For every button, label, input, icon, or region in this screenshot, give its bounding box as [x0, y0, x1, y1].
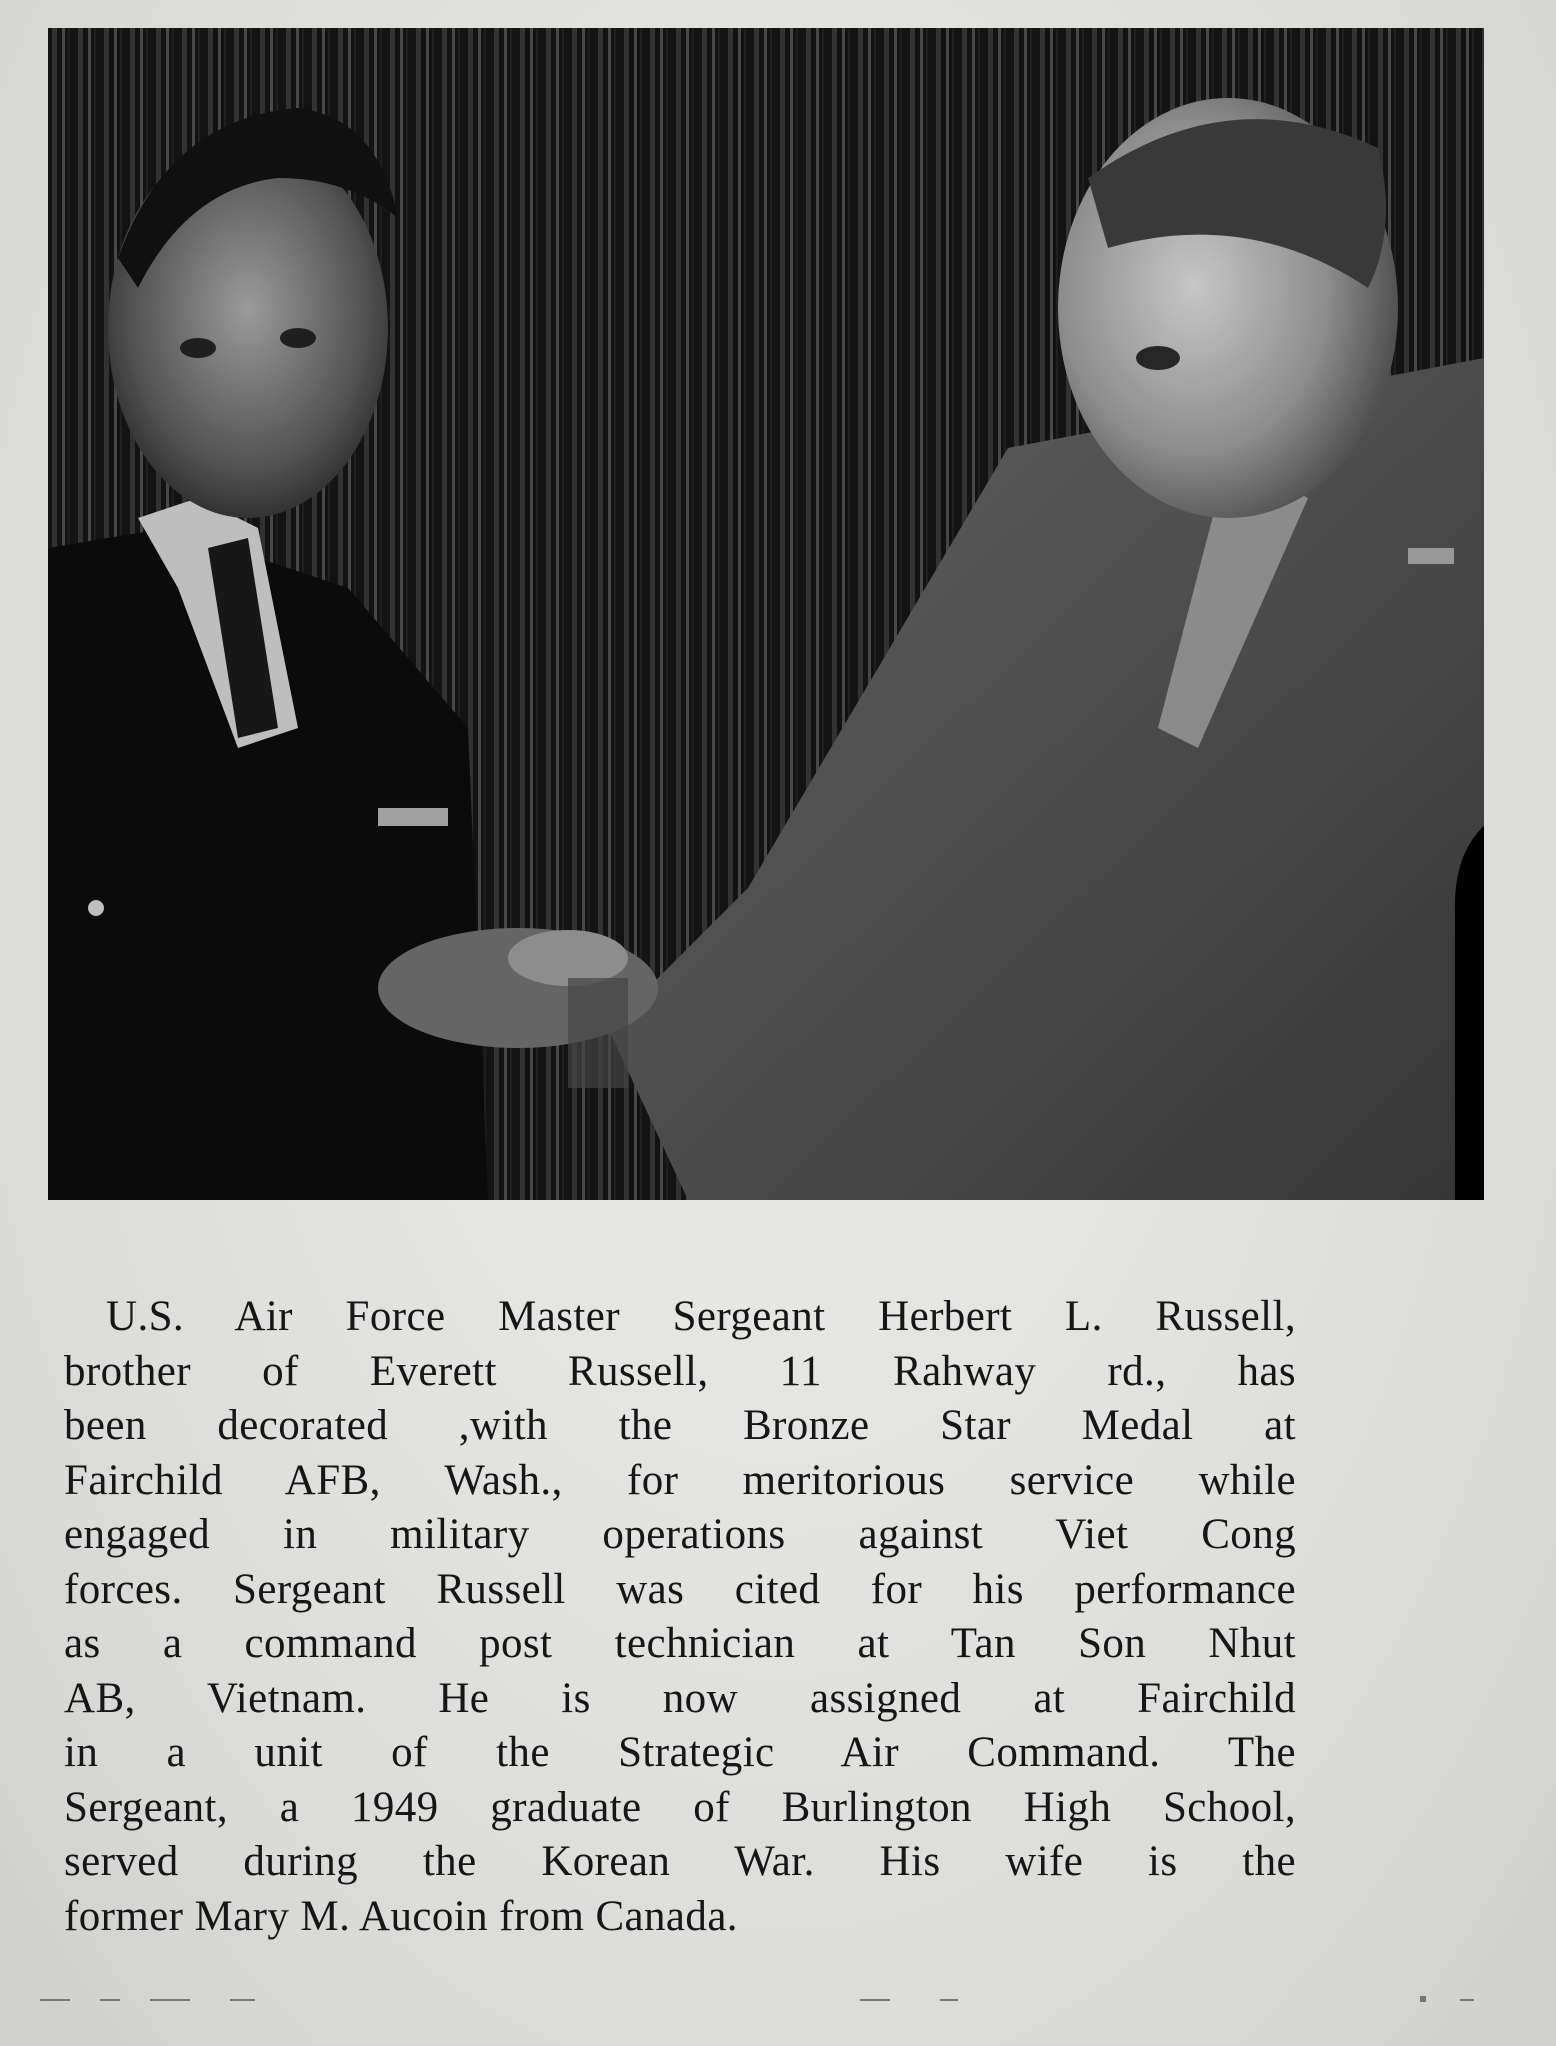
caption-line: as a command post technician at Tan Son Nhut [64, 1620, 1296, 1667]
caption-line: in a unit of the Strategic Air Command. The [64, 1729, 1296, 1776]
news-photo [48, 28, 1484, 1200]
caption-line: Fairchild AFB, Wash., for meritorious service while [64, 1456, 1296, 1504]
caption-line: former Mary M. Aucoin from Canada. [64, 1892, 738, 1940]
photo-caption [64, 1290, 1296, 1944]
hand-cursor-icon [950, 746, 1484, 1200]
caption-line: served during the Korean War. His wife is the [64, 1838, 1296, 1885]
caption-line: U.S. Air Force Master Sergeant Herbert L. Russell, [106, 1293, 1296, 1340]
caption-line: been decorated ,with the Bronze Star Medal at [64, 1402, 1296, 1449]
scan-artifact-dots [40, 1990, 1520, 2010]
caption-line: Sergeant, a 1949 graduate of Burlington High School, [64, 1783, 1296, 1831]
caption-line: brother of Everett Russell, 11 Rahway rd., has [64, 1347, 1296, 1395]
caption-line: engaged in military operations against Viet Cong [64, 1511, 1296, 1558]
caption-line: AB, Vietnam. He is now assigned at Fairchild [64, 1674, 1296, 1722]
caption-line: forces. Sergeant Russell was cited for his performance [64, 1565, 1296, 1613]
